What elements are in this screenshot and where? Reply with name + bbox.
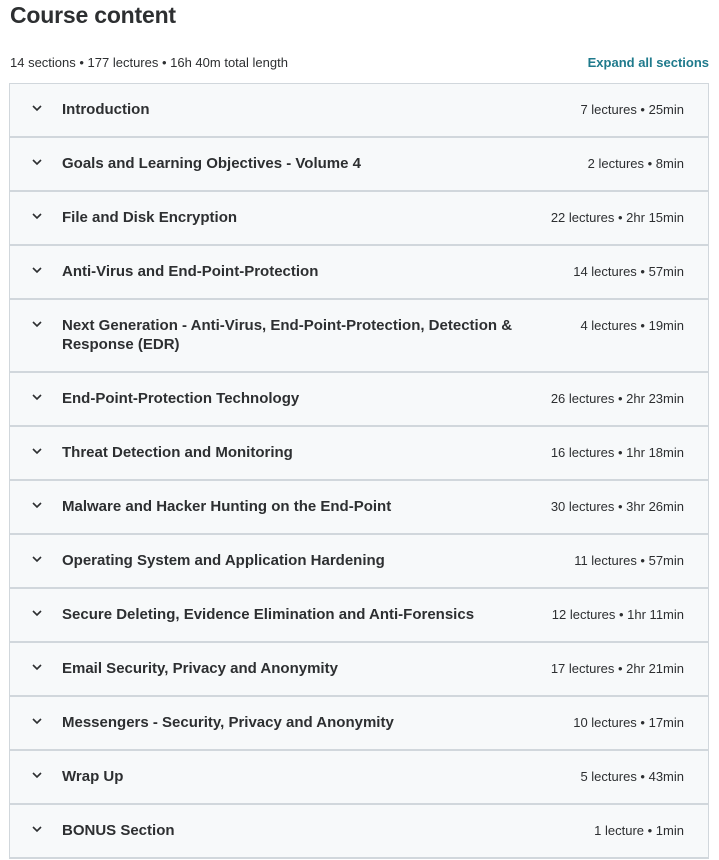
section-title: End-Point-Protection Technology xyxy=(62,390,300,407)
chevron-down-icon xyxy=(30,768,44,782)
section-meta: 12 lectures • 1hr 11min xyxy=(551,607,684,622)
chevron-down-icon xyxy=(30,390,44,404)
chevron-down-icon xyxy=(30,606,44,620)
section-row[interactable] xyxy=(10,481,708,535)
section-row[interactable] xyxy=(10,643,708,697)
section-meta: 4 lectures • 19min xyxy=(580,318,684,333)
section-title: Messengers - Security, Privacy and Anonymity xyxy=(62,714,394,731)
section-meta: 10 lectures • 17min xyxy=(573,715,684,730)
section-title: Email Security, Privacy and Anonymity xyxy=(62,660,338,677)
section-title: Threat Detection and Monitoring xyxy=(62,444,293,461)
section-title: Wrap Up xyxy=(62,768,124,785)
section-title: Introduction xyxy=(62,101,150,118)
section-list xyxy=(9,83,709,859)
section-meta: 14 lectures • 57min xyxy=(573,264,684,279)
section-row[interactable] xyxy=(10,138,708,192)
section-title: Secure Deleting, Evidence Elimination and Anti-Forensics xyxy=(62,606,475,623)
section-row[interactable] xyxy=(10,373,708,427)
chevron-down-icon xyxy=(30,263,44,277)
chevron-down-icon xyxy=(30,498,44,512)
section-row[interactable] xyxy=(10,589,708,643)
section-title: Operating System and Application Hardening xyxy=(62,552,385,569)
chevron-down-icon xyxy=(30,101,44,115)
section-row[interactable] xyxy=(10,751,708,805)
section-row[interactable] xyxy=(10,535,708,589)
chevron-down-icon xyxy=(30,155,44,169)
course-summary-row xyxy=(10,55,709,73)
course-summary: 14 sections • 177 lectures • 16h 40m total length xyxy=(10,55,288,70)
chevron-down-icon xyxy=(30,714,44,728)
section-row[interactable] xyxy=(10,697,708,751)
section-meta: 16 lectures • 1hr 18min xyxy=(550,445,684,460)
section-title: Malware and Hacker Hunting on the End-Point xyxy=(62,498,392,515)
section-meta: 2 lectures • 8min xyxy=(587,156,684,171)
chevron-down-icon xyxy=(30,444,44,458)
section-row[interactable] xyxy=(10,427,708,481)
section-row[interactable] xyxy=(10,805,708,859)
chevron-down-icon xyxy=(30,209,44,223)
section-meta: 11 lectures • 57min xyxy=(574,553,684,568)
chevron-down-icon xyxy=(30,822,44,836)
section-row[interactable] xyxy=(10,84,708,138)
page-title: Course content xyxy=(10,2,176,28)
section-meta: 5 lectures • 43min xyxy=(580,769,684,784)
section-meta: 22 lectures • 2hr 15min xyxy=(550,210,684,225)
section-title: Next Generation - Anti-Virus, End-Point-Protection, Detection & Response (EDR) xyxy=(62,317,513,353)
chevron-down-icon xyxy=(30,317,44,331)
section-title: Goals and Learning Objectives - Volume 4 xyxy=(62,155,361,172)
chevron-down-icon xyxy=(30,660,44,674)
section-row[interactable] xyxy=(10,192,708,246)
expand-all-sections-button[interactable]: Expand all sections xyxy=(587,55,709,70)
chevron-down-icon xyxy=(30,552,44,566)
section-meta: 26 lectures • 2hr 23min xyxy=(550,391,684,406)
section-meta: 7 lectures • 25min xyxy=(580,102,684,117)
section-row[interactable] xyxy=(10,246,708,300)
section-meta: 1 lecture • 1min xyxy=(594,823,684,838)
section-title: File and Disk Encryption xyxy=(62,209,238,226)
section-title: Anti-Virus and End-Point-Protection xyxy=(62,263,319,280)
section-meta: 17 lectures • 2hr 21min xyxy=(550,661,684,676)
section-title: BONUS Section xyxy=(62,822,175,839)
section-meta: 30 lectures • 3hr 26min xyxy=(550,499,684,514)
section-row[interactable] xyxy=(10,300,708,373)
